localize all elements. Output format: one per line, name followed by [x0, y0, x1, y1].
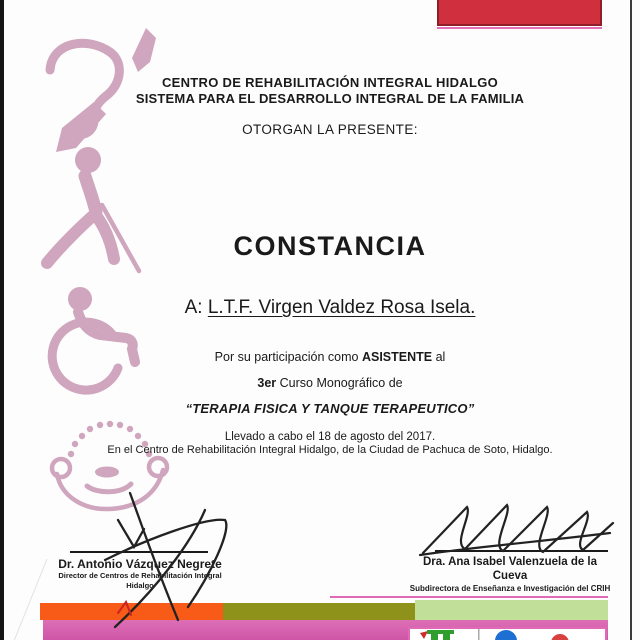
scan-edge-right	[630, 0, 632, 640]
logo-strip-graphics	[410, 629, 605, 640]
logo-divider	[478, 629, 480, 640]
signature-scribble-left	[60, 485, 250, 635]
left-ear	[52, 459, 70, 477]
course-line	[40, 376, 620, 390]
logo-strip	[408, 627, 607, 640]
scan-edge-left	[0, 0, 4, 640]
org-name-line1: CENTRO DE REHABILITACIÓN INTEGRAL HIDALGO	[161, 75, 499, 90]
signature-scribble-right	[415, 495, 620, 560]
partial-red-logo	[551, 634, 569, 640]
sig-left-stroke1	[130, 493, 178, 620]
olive-bar	[223, 603, 415, 620]
course-ordinal: 3er	[257, 376, 277, 390]
course-title: “TERAPIA FISICA Y TANQUE TERAPEUTICO”	[185, 401, 475, 416]
signatory-left-role1: Director de Centros de Rehabilitación Integral	[58, 571, 222, 581]
recipient-name: L.T.F. Virgen Valdez Rosa Isela.	[207, 297, 476, 318]
light-green-bar	[415, 600, 608, 622]
org-name-line2: SISTEMA PARA EL DESARROLLO INTEGRAL DE LA FAMILIA	[135, 91, 525, 106]
red-corner-underline	[437, 27, 602, 29]
nose	[95, 467, 119, 478]
sig-left-stroke4	[105, 520, 226, 607]
signatory-left-name: Dr. Antonio Vázquez Negrete	[58, 557, 222, 571]
signatory-right-name: Dra. Ana Isabel Valenzuela de la Cueva	[422, 556, 598, 582]
participation-post: al	[435, 350, 446, 364]
date-line: Llevado a cabo el 18 de agosto del 2017.	[224, 431, 436, 443]
sig-right-zigzag	[423, 505, 613, 553]
pink-top-line	[330, 596, 608, 598]
grant-line: OTORGAN LA PRESENTE:	[242, 122, 418, 137]
venue-line: En el Centro de Rehabilitación Integral Hidalgo, de la Ciudad de Pachuca de Soto, Hidalgo.	[107, 444, 553, 456]
certificate-title: CONSTANCIA	[233, 231, 427, 261]
signatory-right	[405, 556, 615, 594]
dif-logo-blue-circle	[495, 630, 517, 640]
participation-pre: Por su participación como	[214, 350, 359, 364]
hidalgo-logo-red-accent	[420, 631, 428, 639]
participation-line	[40, 350, 620, 364]
head	[75, 147, 101, 173]
participation-role: ASISTENTE	[361, 350, 433, 364]
course-text: Curso Monográfico de	[279, 376, 403, 390]
recipient-line	[40, 297, 620, 319]
torso	[85, 176, 96, 212]
signatory-right-role1: Subdirectora de Enseñanza e Investigación del CRIH	[409, 583, 611, 593]
slash-upper-arrow	[132, 28, 156, 72]
red-corner-block	[437, 0, 602, 26]
hidalgo-logo-stem1	[431, 630, 438, 640]
hidalgo-logo-stem2	[443, 630, 450, 640]
recipient-prefix: A:	[184, 297, 203, 318]
signatory-left-role2: Hidalgo	[126, 580, 154, 590]
